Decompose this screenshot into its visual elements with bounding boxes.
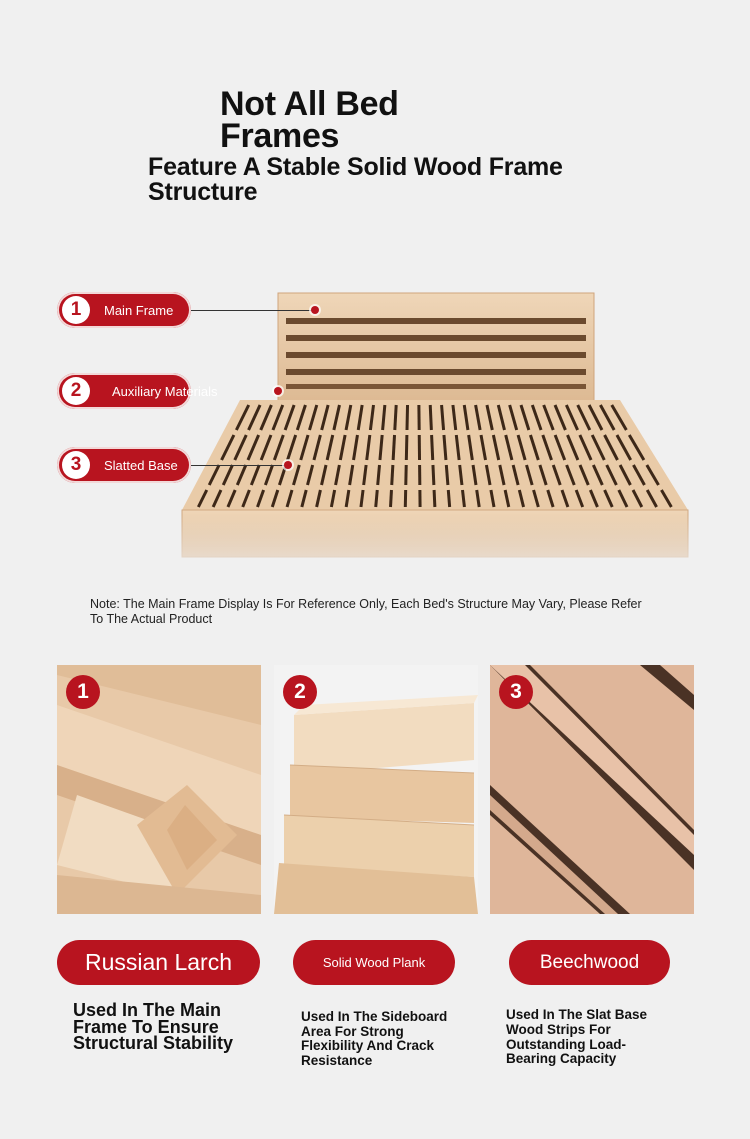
heading-line-1: Not All Bed Frames (220, 85, 399, 155)
callout-point (284, 461, 292, 469)
heading-line-2: Feature A Stable Solid Wood Frame Structure (148, 153, 563, 206)
callout-auxiliary-materials (57, 373, 218, 409)
russian-larch-photo (57, 665, 261, 914)
beechwood-photo (490, 665, 694, 914)
material-name-pill: Russian Larch (57, 940, 260, 985)
callout-label: Auxiliary Materials (112, 383, 218, 399)
callout-label: Slatted Base (104, 457, 178, 473)
callout-number: 2 (62, 377, 90, 405)
material-description: Used In The Slat Base Wood Strips For Outstanding Load-Bearing Capacity (506, 1007, 648, 1067)
material-number-badge: 1 (66, 675, 100, 709)
callout-point (274, 387, 282, 395)
material-number-badge: 3 (499, 675, 533, 709)
material-number-badge: 2 (283, 675, 317, 709)
callout-leader-line (191, 465, 286, 466)
disclaimer-note: Note: The Main Frame Display Is For Reference Only, Each Bed's Structure May Vary, Please Refer To The Actual Product (90, 597, 642, 626)
callout-leader-line (191, 310, 313, 311)
callout-label: Main Frame (104, 302, 174, 318)
callout-slatted-base (57, 447, 191, 483)
callout-number: 1 (62, 296, 90, 324)
material-name-pill: Beechwood (509, 940, 670, 985)
callout-point (311, 306, 319, 314)
material-description: Used In The Sideboard Area For Strong Flexibility And Crack Resistance (301, 1009, 448, 1068)
bed-frame-illustration (170, 285, 700, 585)
callout-main-frame (57, 292, 191, 328)
solid-wood-plank-photo (274, 665, 478, 914)
callout-number: 3 (62, 451, 90, 479)
material-name-pill: Solid Wood Plank (293, 940, 455, 985)
material-description: Used In The Main Frame To Ensure Structural Stability (73, 1000, 234, 1053)
